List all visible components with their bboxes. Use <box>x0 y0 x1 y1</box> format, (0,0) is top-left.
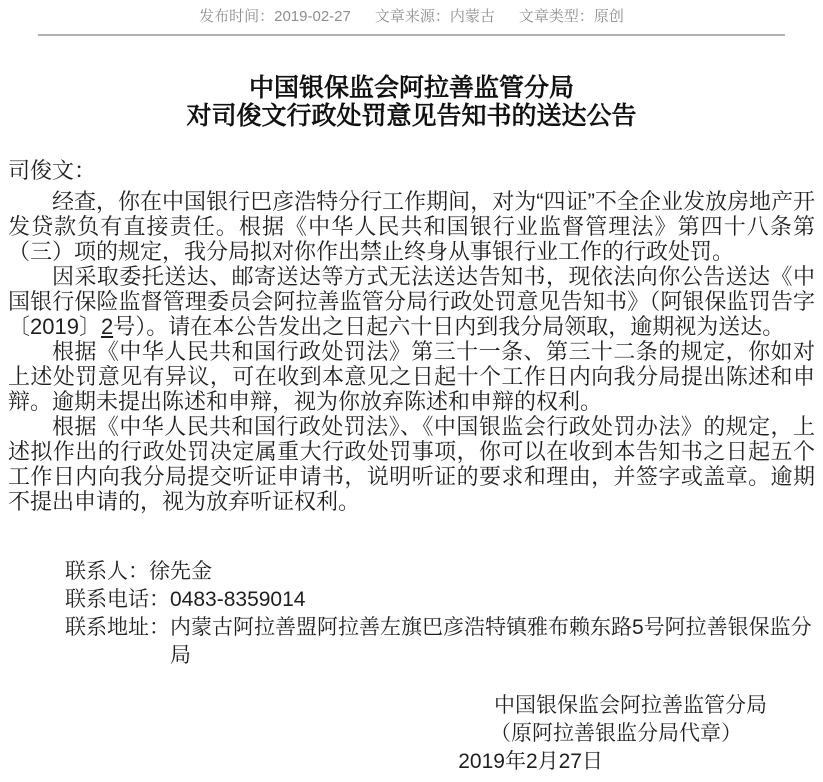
contact-address-label: 联系地址： <box>65 616 170 639</box>
page-title <box>0 74 823 130</box>
signature-organization: 中国银保监会阿拉善监管分局 <box>494 694 767 717</box>
signature-date: 2019年2月27日 <box>458 750 603 773</box>
paragraph-hearing-rights: 根据《中华人民共和国行政处罚法》、《中国银监会行政处罚办法》的规定，上述拟作出的行政处罚决定属重大行政处罚事项，你可以在收到本告知书之日起五个工作日内向我分局提交听证申请书，说明听证的要求和理由，并签字或盖章。逾期不提出申请的，视为放弃听证权利。 <box>8 414 815 514</box>
meta-article-type: 文章类型：原创 <box>518 8 624 25</box>
article-meta-bar <box>0 0 823 26</box>
meta-publish-date: 发布时间：2019-02-27 <box>199 8 351 25</box>
page-title-line2: 对司俊文行政处罚意见告知书的送达公告 <box>186 102 637 130</box>
paragraph-service-notice <box>8 264 815 339</box>
paragraph-statement-rights: 根据《中华人民共和国行政处罚法》第三十一条、第三十二条的规定，你如对上述处罚意见有异议，可在收到本意见之日起十个工作日内向我分局提出陈述和申辩。逾期未提出陈述和申辩，视为你放弃陈述和申辩的权利。 <box>8 339 815 414</box>
header-divider <box>38 34 785 36</box>
document-number-underlined: 2 <box>100 314 114 339</box>
salutation: 司俊文： <box>8 158 97 183</box>
paragraph-service-notice-text-after: 号）。请在本公告发出之日起六十日内到我分局领取，逾期视为送达。 <box>113 314 785 339</box>
paragraph-service-notice-text-before: 因采取委托送达、邮寄送达等方式无法送达告知书，现依法向你公告送达《中国银行保险监督管理委员会阿拉善监管分局行政处罚意见告知书》（阿银保监罚告字〔2019〕 <box>8 264 815 339</box>
contact-phone: 联系电话：0483-8359014 <box>65 588 306 611</box>
contact-address <box>65 614 815 670</box>
contact-person: 联系人：徐先金 <box>65 560 212 583</box>
meta-article-source: 文章来源：内蒙古 <box>374 8 495 25</box>
document-body <box>8 158 815 776</box>
signature-seal-note: （原阿拉善银监分局代章） <box>490 722 742 745</box>
paragraph-findings: 经查，你在中国银行巴彦浩特分行工作期间，对为“四证”不全企业发放房地产开发贷款负有直接责任。根据《中华人民共和国银行业监督管理法》第四十八条第（三）项的规定，我分局拟对你作出禁止终身从事银行业工作的行政处罚。 <box>8 189 815 264</box>
contact-address-value: 内蒙古阿拉善盟阿拉善左旗巴彦浩特镇雅布赖东路5号阿拉善银保监分局 <box>170 616 812 667</box>
contact-block <box>8 558 815 670</box>
signature-block <box>8 692 815 776</box>
page-title-line1: 中国银保监会阿拉善监管分局 <box>248 74 574 102</box>
